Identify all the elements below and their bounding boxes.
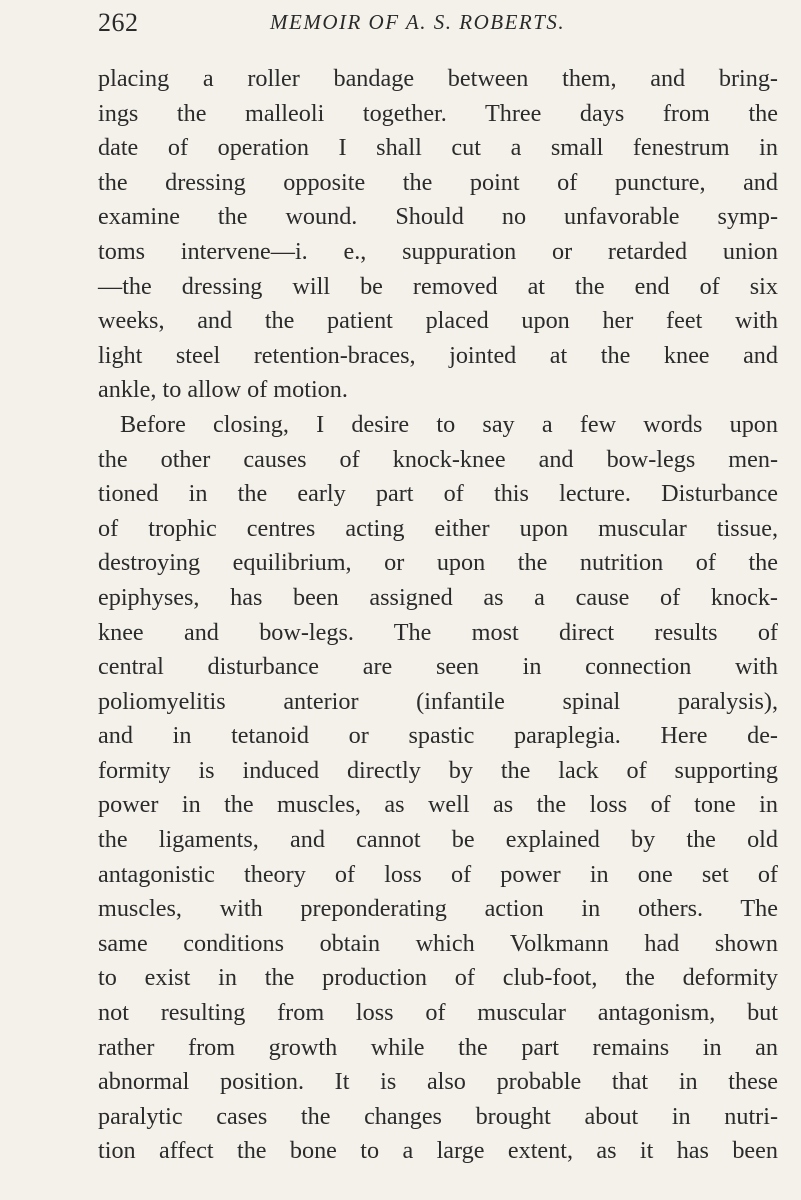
text-line: —the dressing will be removed at the end of six — [98, 272, 778, 300]
text-line: the other causes of knock-knee and bow-legs men- — [98, 445, 778, 473]
text-line: rather from growth while the part remains in an — [98, 1033, 778, 1061]
text-line: ankle, to allow of motion. — [98, 376, 348, 404]
text-line: placing a roller bandage between them, and bring- — [98, 65, 778, 92]
text-line: poliomyelitis anterior (infantile spinal paralysis), — [98, 687, 778, 715]
text-line: date of operation I shall cut a small fenestrum in — [98, 134, 778, 162]
running-title: MEMOIR OF A. S. ROBERTS. — [270, 10, 566, 34]
running-head — [98, 8, 778, 44]
text-line: light steel retention-braces, jointed at the knee and — [98, 341, 778, 369]
text-line: to exist in the production of club-foot, the deformity — [98, 964, 778, 992]
text-line: of trophic centres acting either upon muscular tissue, — [98, 514, 778, 542]
text-line: destroying equilibrium, or upon the nutrition of the — [98, 549, 778, 577]
text-line: epiphyses, has been assigned as a cause of knock- — [98, 583, 778, 611]
text-line: abnormal position. It is also probable that in these — [98, 1068, 778, 1096]
text-line: central disturbance are seen in connection with — [98, 653, 778, 681]
text-line: examine the wound. Should no unfavorable symp- — [98, 203, 778, 231]
text-line: paralytic cases the changes brought about in nutri- — [98, 1102, 778, 1130]
text-line: not resulting from loss of muscular antagonism, but — [98, 999, 778, 1027]
text-line: formity is induced directly by the lack of supporting — [98, 756, 778, 784]
text-line: weeks, and the patient placed upon her feet with — [98, 307, 778, 335]
body-text — [98, 62, 778, 1169]
text-line: Before closing, I desire to say a few words upon — [120, 410, 778, 438]
text-line: the ligaments, and cannot be explained by the old — [98, 826, 778, 854]
text-line: power in the muscles, as well as the loss of tone in — [98, 791, 778, 819]
text-line: knee and bow-legs. The most direct results of — [98, 618, 778, 646]
text-line: same conditions obtain which Volkmann had shown — [98, 929, 778, 957]
text-line: antagonistic theory of loss of power in one set of — [98, 860, 778, 888]
text-line: ings the malleoli together. Three days from the — [98, 99, 778, 127]
text-line: the dressing opposite the point of puncture, and — [98, 168, 778, 196]
text-line: muscles, with preponderating action in others. The — [98, 895, 778, 923]
text-line: and in tetanoid or spastic paraplegia. Here de- — [98, 722, 778, 750]
text-line: tioned in the early part of this lecture. Disturbance — [98, 480, 778, 508]
text-line: toms intervene—i. e., suppuration or retarded union — [98, 237, 778, 265]
text-line: tion affect the bone to a large extent, as it has been — [98, 1137, 778, 1165]
page-number: 262 — [98, 8, 139, 37]
